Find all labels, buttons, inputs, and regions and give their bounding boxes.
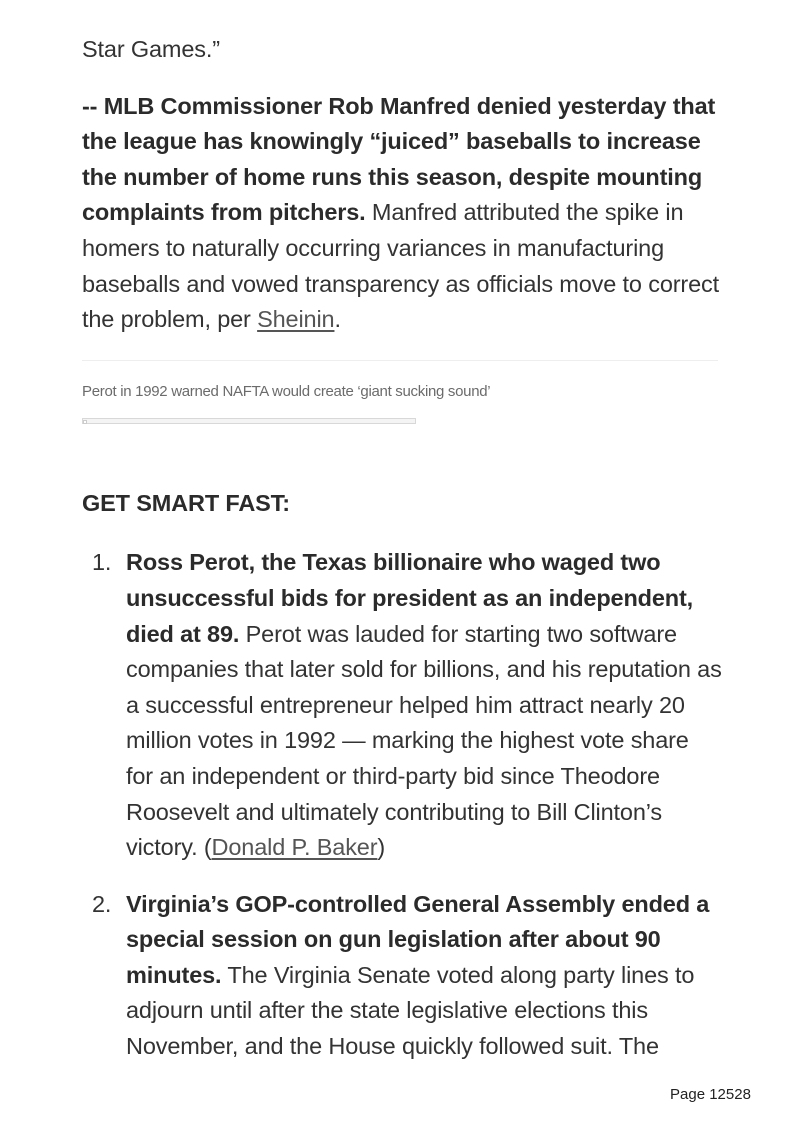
item-body: Perot was lauded for starting two software companies that later sold for billions, and his reputation as a successful entrepreneur helped him attract nearly 20 million votes in 1992 — marking the highest vote share for an independent or third-party bid since Theodore Roosevelt and ultimately contributing to Bill Clinton’s victory. (	[126, 620, 722, 861]
list-number: 2.	[92, 890, 112, 917]
mlb-lead: -- MLB Commissioner Rob Manfred denied yesterday that the league has knowingly “juiced” baseballs to increase the number of home runs this season, despite mounting complaints from pitchers.	[82, 92, 716, 226]
spacer	[82, 68, 722, 89]
document-body	[82, 32, 722, 1086]
donald-baker-link[interactable]: Donald P. Baker	[211, 834, 378, 861]
list-number: 1.	[92, 549, 112, 576]
sheinin-link[interactable]: Sheinin	[257, 306, 335, 333]
mlb-paragraph	[82, 89, 722, 338]
mlb-end: .	[334, 306, 341, 333]
item-body: The Virginia Senate voted along party lines to adjourn until after the state legislative elections this November, and the House quickly followed suit. The	[126, 961, 695, 1060]
video-caption[interactable]: Perot in 1992 warned NAFTA would create ‘giant sucking sound’	[82, 382, 491, 400]
section-title: GET SMART FAST:	[82, 489, 290, 516]
page-number: Page 12528	[670, 1086, 751, 1103]
video-embed-placeholder[interactable]	[82, 418, 416, 424]
list-item	[82, 887, 722, 1065]
item-end: )	[377, 834, 386, 861]
list-item	[82, 545, 722, 865]
intro-tail: Star Games.”	[82, 36, 220, 62]
smart-fast-list	[82, 545, 722, 1064]
broken-image-icon	[83, 420, 87, 424]
divider	[82, 360, 718, 361]
item-lead: Virginia’s GOP-controlled General Assembly ended a special session on gun legislation after about 90 minutes.	[126, 890, 710, 988]
mlb-body: Manfred attributed the spike in homers to naturally occurring variances in manufacturing baseballs and vowed transparency as officials move to correct the problem, per	[82, 199, 719, 333]
item-lead: Ross Perot, the Texas billionaire who waged two unsuccessful bids for president as an independent, died at 89.	[126, 549, 694, 647]
